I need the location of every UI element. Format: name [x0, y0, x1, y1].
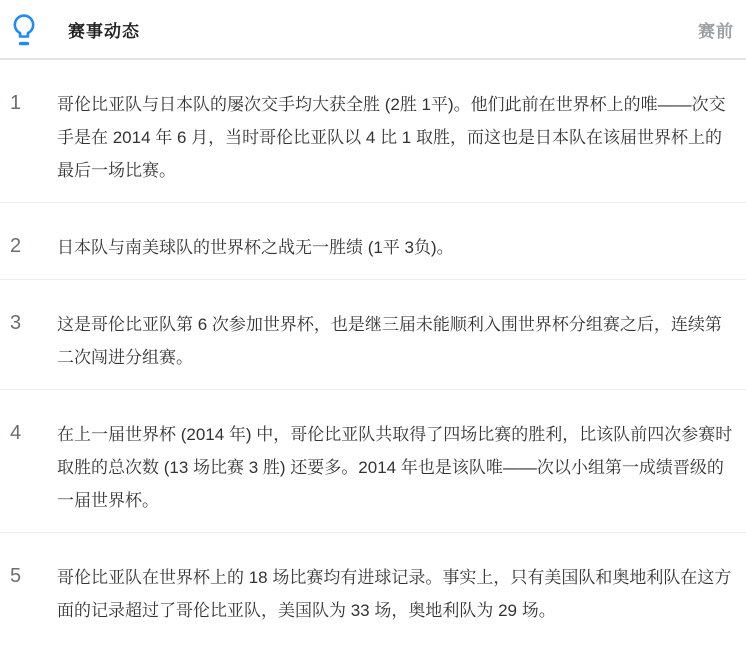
fact-number: 2	[10, 235, 22, 257]
panel-title: 赛事动态	[68, 21, 140, 41]
fact-text: 哥伦比亚队与日本队的屡次交手均大获全胜 (2胜 1平)。他们此前在世界杯上的唯——次交手是在 2014 年 6 月，当时哥伦比亚队以 4 比 1 取胜，而这也是日本队在该届世界杯上的最后一场比赛。	[57, 95, 726, 180]
fact-number: 3	[10, 312, 22, 334]
facts-list	[0, 60, 746, 642]
match-phase-badge: 赛前	[698, 21, 734, 41]
lightbulb-icon	[12, 13, 36, 49]
fact-text: 日本队与南美球队的世界杯之战无一胜绩 (1平 3负)。	[57, 238, 454, 257]
fact-number: 5	[10, 565, 22, 587]
fact-item	[0, 390, 746, 533]
fact-text: 这是哥伦比亚队第 6 次参加世界杯，也是继三届未能顺利入围世界杯分组赛之后，连续第二次闯进分组赛。	[57, 315, 722, 367]
fact-number: 1	[10, 92, 22, 114]
fact-item	[0, 280, 746, 390]
panel-header	[0, 0, 746, 60]
fact-number: 4	[10, 422, 22, 444]
fact-item	[0, 203, 746, 280]
fact-item	[0, 533, 746, 642]
fact-text: 在上一届世界杯 (2014 年) 中，哥伦比亚队共取得了四场比赛的胜利，比该队前四次参赛时取胜的总次数 (13 场比赛 3 胜) 还要多。2014 年也是该队唯——次以小组第一成绩晋级的一届世界杯。	[57, 425, 733, 510]
fact-item	[0, 60, 746, 203]
fact-text: 哥伦比亚队在世界杯上的 18 场比赛均有进球记录。事实上，只有美国队和奥地利队在这方面的记录超过了哥伦比亚队，美国队为 33 场，奥地利队为 29 场。	[57, 568, 732, 620]
